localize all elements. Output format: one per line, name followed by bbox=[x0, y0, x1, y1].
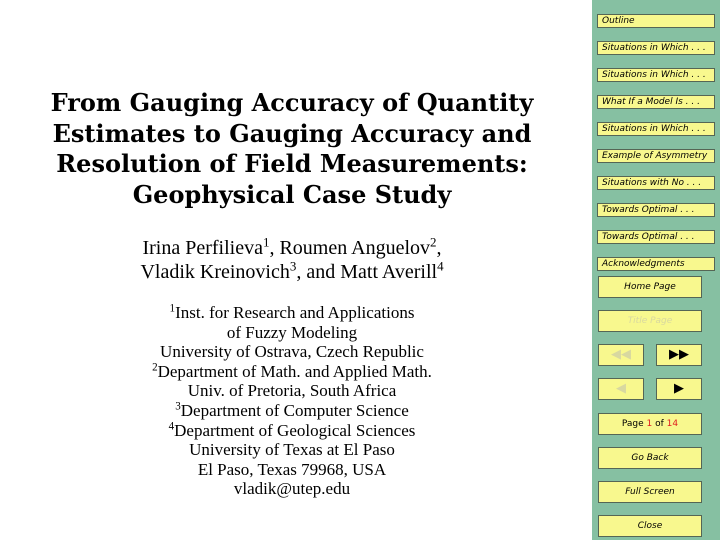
email-text: vladik@utep.edu bbox=[233, 479, 351, 499]
affiliation-text: Univ. of Pretoria, South Africa bbox=[187, 381, 397, 401]
title-line-4: Geophysical Case Study bbox=[132, 179, 452, 209]
author-name: Irina Perfilieva bbox=[142, 237, 263, 259]
affiliation-text: University of Texas at El Paso bbox=[189, 440, 395, 460]
nav-link-situations-no[interactable]: Situations with No . . . bbox=[597, 176, 715, 190]
fast-forward-button[interactable] bbox=[656, 344, 702, 366]
affiliation-mark: 1 bbox=[169, 302, 176, 315]
page-total: 14 bbox=[666, 419, 679, 429]
nav-link-situations-1[interactable]: Situations in Which . . . bbox=[597, 41, 715, 55]
title-line-3: Resolution of Field Measurements: bbox=[56, 149, 528, 178]
title-line-2: Estimates to Gauging Accuracy and bbox=[52, 118, 532, 148]
affiliation-text: Department of Computer Science bbox=[180, 400, 409, 420]
affiliations bbox=[0, 303, 584, 499]
arrow-right-icon: ▶ bbox=[674, 381, 684, 396]
affiliation-text: Department of Geological Sciences bbox=[174, 420, 416, 440]
affiliation-line bbox=[0, 362, 584, 382]
affiliation-text: El Paso, Texas 79968, USA bbox=[197, 459, 387, 479]
close-button[interactable]: Close bbox=[598, 515, 702, 537]
affiliation-line bbox=[0, 401, 584, 421]
affiliation-line bbox=[0, 303, 584, 323]
go-back-button[interactable]: Go Back bbox=[598, 447, 702, 469]
title-line-1: From Gauging Accuracy of Quantity bbox=[50, 88, 534, 117]
nav-link-outline[interactable]: Outline bbox=[597, 14, 715, 28]
page-current: 1 bbox=[646, 419, 653, 429]
title-page-button[interactable]: Title Page bbox=[598, 310, 702, 332]
fast-forward-icon: ▶▶ bbox=[669, 347, 689, 362]
affiliation-line bbox=[0, 381, 584, 401]
nav-link-situations-3[interactable]: Situations in Which . . . bbox=[597, 122, 715, 136]
affiliation-line bbox=[0, 342, 584, 362]
fast-back-button[interactable] bbox=[598, 344, 644, 366]
affiliation-mark: 3 bbox=[175, 400, 181, 413]
nav-link-situations-2[interactable]: Situations in Which . . . bbox=[597, 68, 715, 82]
nav-link-what-if-model[interactable]: What If a Model Is . . . bbox=[597, 95, 715, 109]
author-mark: 2 bbox=[430, 234, 437, 250]
affiliation-mark: 4 bbox=[168, 419, 175, 432]
author-name: , and Matt Averill bbox=[296, 261, 438, 283]
author-name: Vladik Kreinovich bbox=[140, 261, 290, 283]
nav-link-towards-optimal-2[interactable]: Towards Optimal . . . bbox=[597, 230, 715, 244]
slide-title bbox=[0, 88, 584, 210]
page-prefix: Page bbox=[621, 419, 647, 429]
fast-back-icon: ◀◀ bbox=[611, 347, 631, 362]
affiliation-text: of Fuzzy Modeling bbox=[226, 322, 358, 342]
author-separator: , bbox=[436, 237, 442, 259]
arrow-left-icon: ◀ bbox=[616, 381, 626, 396]
forward-button[interactable] bbox=[656, 378, 702, 400]
affiliation-line bbox=[0, 323, 584, 343]
back-button[interactable] bbox=[598, 378, 644, 400]
affiliation-line bbox=[0, 440, 584, 460]
nav-link-towards-optimal-1[interactable]: Towards Optimal . . . bbox=[597, 203, 715, 217]
affiliation-text: Department of Math. and Applied Math. bbox=[157, 361, 432, 381]
author-name: , Roumen Anguelov bbox=[269, 237, 431, 259]
nav-link-acknowledgments[interactable]: Acknowledgments bbox=[597, 257, 715, 271]
page-indicator bbox=[598, 413, 702, 435]
affiliation-line bbox=[0, 460, 584, 480]
affiliation-mark: 2 bbox=[152, 361, 158, 374]
affiliation-text: University of Ostrava, Czech Republic bbox=[160, 342, 424, 362]
page-of: of bbox=[652, 419, 667, 429]
author-mark: 4 bbox=[437, 258, 444, 274]
nav-link-example-asymmetry[interactable]: Example of Asymmetry bbox=[597, 149, 715, 163]
full-screen-button[interactable]: Full Screen bbox=[598, 481, 702, 503]
authors bbox=[0, 236, 584, 284]
affiliation-text: Inst. for Research and Applications bbox=[175, 303, 415, 322]
authors-line-2 bbox=[0, 260, 584, 284]
author-mark: 1 bbox=[262, 234, 270, 250]
affiliation-email bbox=[0, 479, 584, 499]
home-page-button[interactable]: Home Page bbox=[598, 276, 702, 298]
affiliation-line bbox=[0, 421, 584, 441]
authors-line-1 bbox=[0, 236, 584, 260]
author-mark: 3 bbox=[289, 258, 297, 274]
